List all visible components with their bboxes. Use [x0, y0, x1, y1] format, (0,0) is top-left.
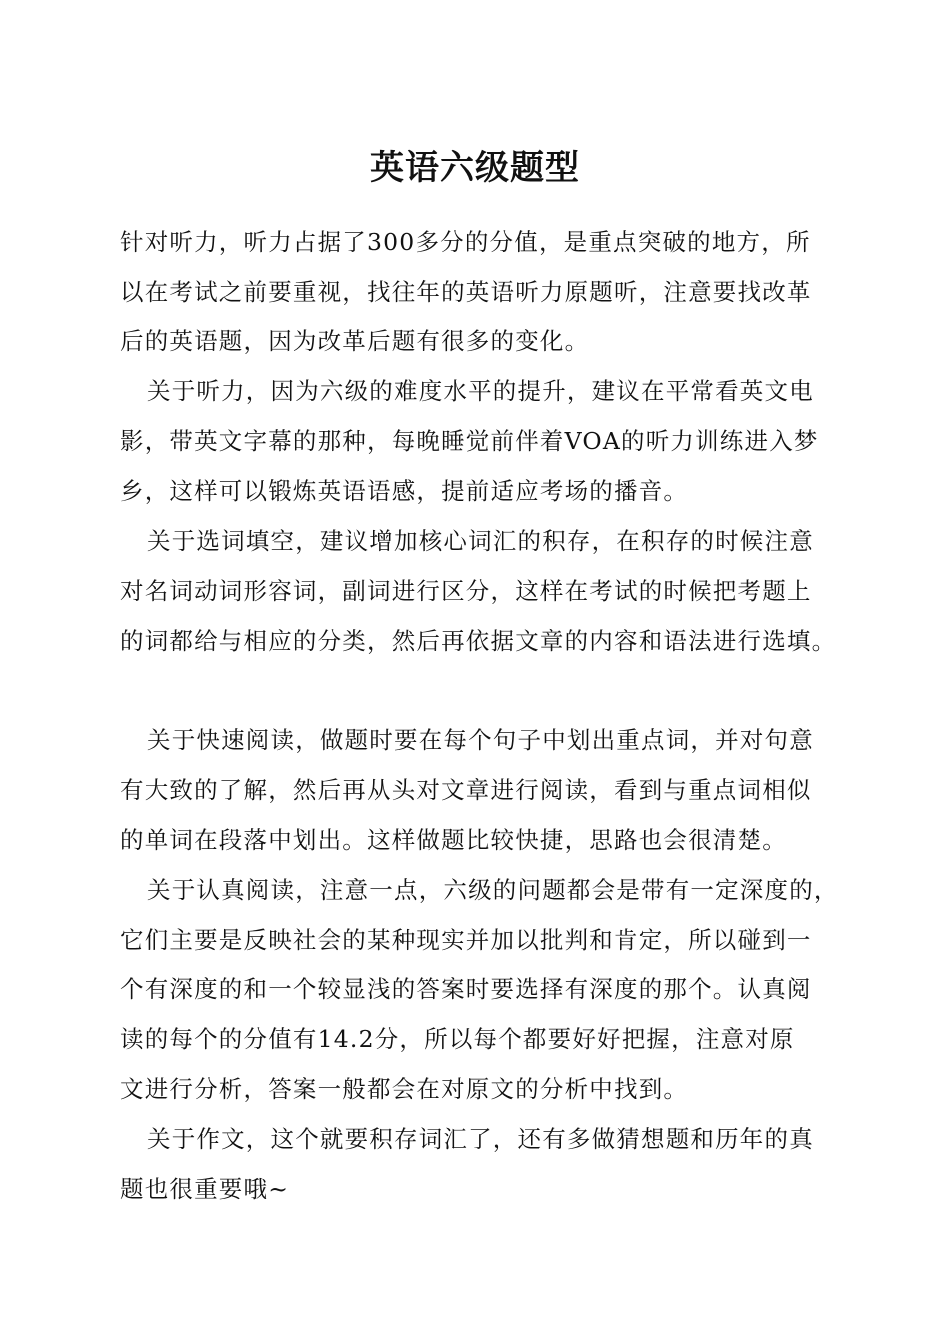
- text-line: 读的每个的分值有14.2分，所以每个都要好好把握，注意对原: [120, 1025, 795, 1053]
- text-line: 它们主要是反映社会的某种现实并加以批判和肯定，所以碰到一: [120, 926, 812, 954]
- text-line: 关于认真阅读，注意一点，六级的问题都会是带有一定深度的，: [147, 876, 839, 904]
- text-line: 关于听力，因为六级的难度水平的提升，建议在平常看英文电: [147, 377, 814, 405]
- text-line: 的词都给与相应的分类，然后再依据文章的内容和语法进行选填。: [120, 627, 837, 655]
- text-line: 文进行分析，答案一般都会在对原文的分析中找到。: [120, 1075, 689, 1103]
- text-line: 影，带英文字幕的那种，每晚睡觉前伴着VOA的听力训练进入梦: [120, 427, 819, 455]
- text-line: 乡，这样可以锻炼英语语感，提前适应考场的播音。: [120, 477, 689, 505]
- text-line: 后的英语题，因为改革后题有很多的变化。: [120, 327, 590, 355]
- text-line: 关于选词填空，建议增加核心词汇的积存，在积存的时候注意: [147, 527, 814, 555]
- text-line: 个有深度的和一个较显浅的答案时要选择有深度的那个。认真阅: [120, 975, 812, 1003]
- text-line: 以在考试之前要重视，找往年的英语听力原题听，注意要找改革: [120, 278, 812, 306]
- text-line: 对名词动词形容词，副词进行区分，这样在考试的时候把考题上: [120, 577, 812, 605]
- text-line: 题也很重要哦~: [120, 1175, 290, 1203]
- text-line: 关于快速阅读，做题时要在每个句子中划出重点词，并对句意: [147, 726, 814, 754]
- text-line: 的单词在段落中划出。这样做题比较快捷，思路也会很清楚。: [120, 826, 787, 854]
- text-line: 关于作文，这个就要积存词汇了，还有多做猜想题和历年的真: [147, 1125, 814, 1153]
- document-title: 英语六级题型: [370, 148, 580, 188]
- text-line: 有大致的了解，然后再从头对文章进行阅读，看到与重点词相似: [120, 776, 812, 804]
- text-line: 针对听力，听力占据了300多分的分值，是重点突破的地方，所: [120, 228, 811, 256]
